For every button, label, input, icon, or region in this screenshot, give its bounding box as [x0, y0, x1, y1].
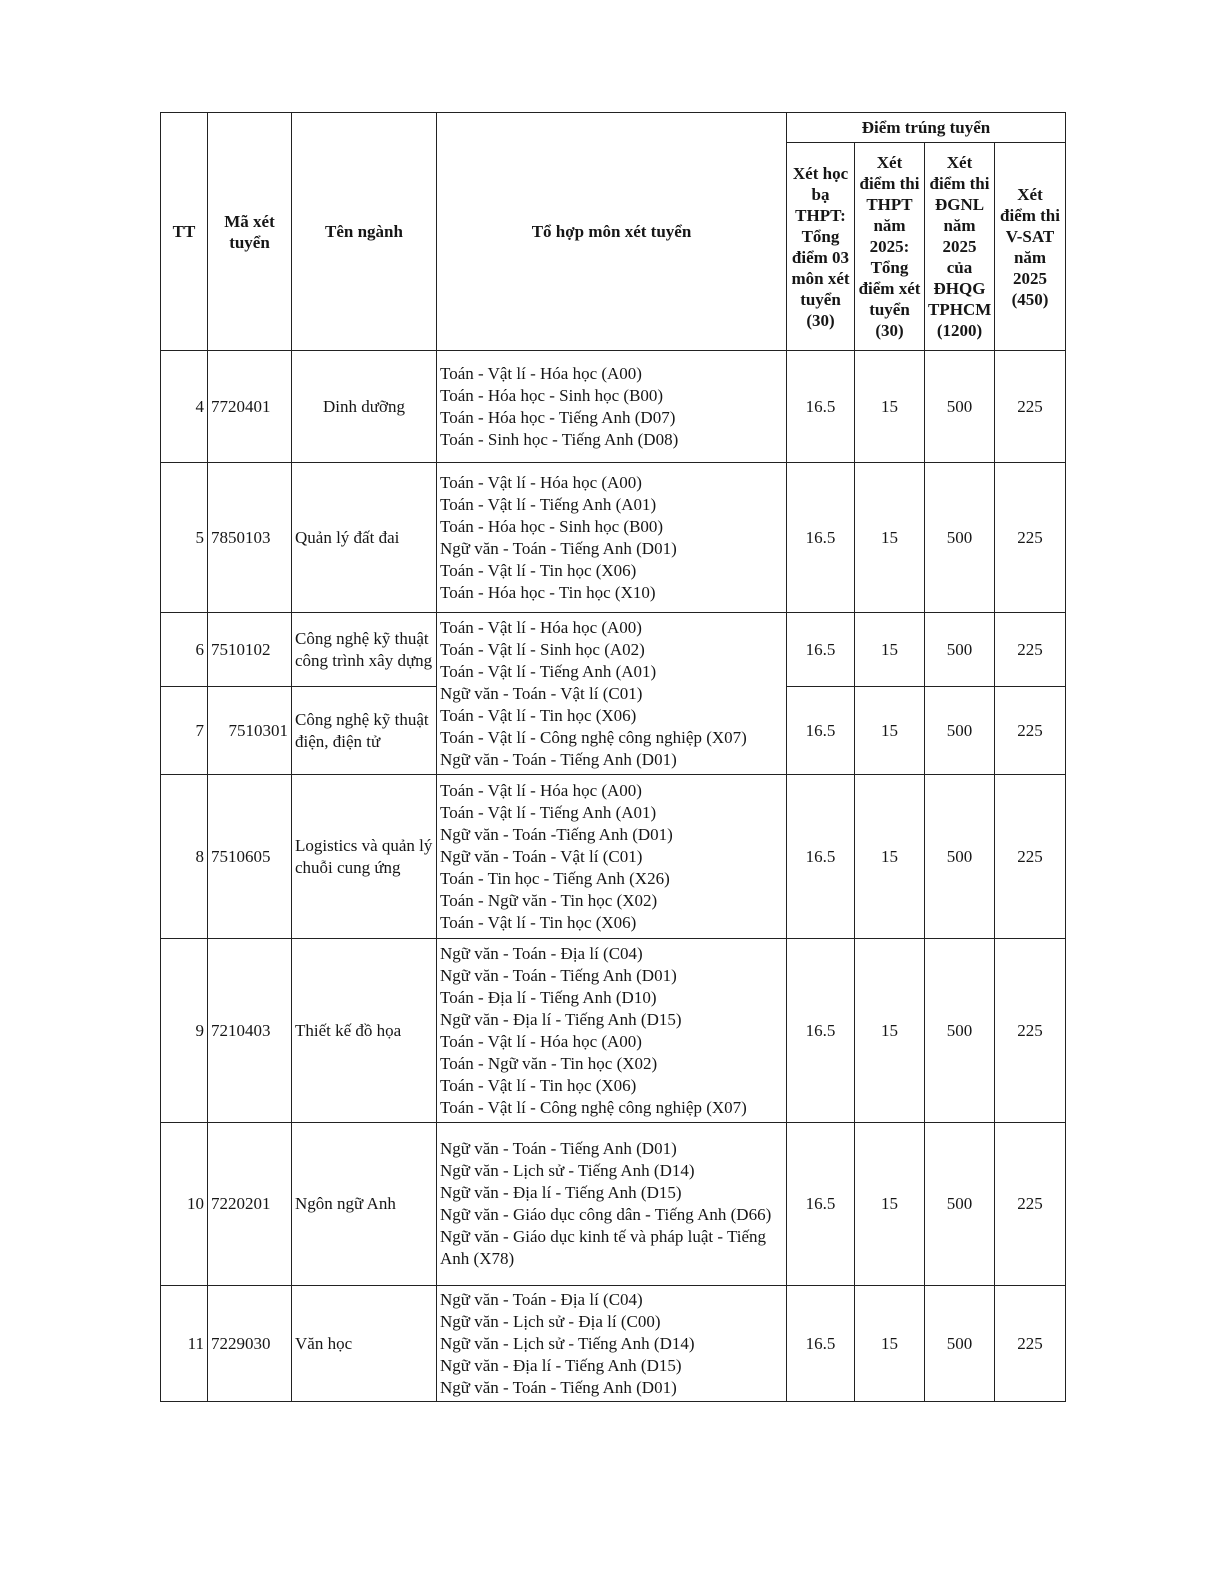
score-vsat: 225	[995, 351, 1066, 463]
score-vsat: 225	[995, 687, 1066, 775]
score-thpt: 15	[855, 613, 925, 687]
score-vsat: 225	[995, 1286, 1066, 1402]
combo-item: Toán - Hóa học - Tiếng Anh (D07)	[440, 407, 676, 427]
row-code: 7510605	[208, 775, 292, 939]
combo-item: Toán - Vật lí - Sinh học (A02)	[440, 639, 645, 659]
row-name: Quản lý đất đai	[292, 463, 437, 613]
header-name: Tên ngành	[292, 113, 437, 351]
admission-table	[160, 112, 1066, 1402]
table-row	[161, 1123, 1066, 1286]
score-vsat: 225	[995, 613, 1066, 687]
score-hocba: 16.5	[787, 775, 855, 939]
header-score-vsat: Xét điểm thi V-SAT năm 2025 (450)	[995, 143, 1066, 351]
row-combos	[437, 1286, 787, 1402]
row-combos	[437, 775, 787, 939]
row-code: 7720401	[208, 351, 292, 463]
score-hocba: 16.5	[787, 613, 855, 687]
score-thpt: 15	[855, 775, 925, 939]
score-vsat: 225	[995, 939, 1066, 1123]
row-combos-shared	[437, 613, 787, 775]
row-combos	[437, 351, 787, 463]
row-tt: 11	[161, 1286, 208, 1402]
combo-item: Toán - Vật lí - Hóa học (A00)	[440, 617, 642, 637]
header-combos: Tổ hợp môn xét tuyển	[437, 113, 787, 351]
score-thpt: 15	[855, 1123, 925, 1286]
score-vsat: 225	[995, 775, 1066, 939]
score-dgnl: 500	[925, 687, 995, 775]
combo-item: Toán - Vật lí - Tiếng Anh (A01)	[440, 661, 657, 681]
row-combos	[437, 463, 787, 613]
row-combos	[437, 1123, 787, 1286]
combo-item: Ngữ văn - Địa lí - Tiếng Anh (D15)	[440, 1009, 682, 1029]
combo-item: Ngữ văn - Toán - Địa lí (C04)	[440, 943, 643, 963]
combo-item: Toán - Vật lí - Tin học (X06)	[440, 912, 637, 932]
row-tt: 9	[161, 939, 208, 1123]
combo-item: Toán - Vật lí - Hóa học (A00)	[440, 1031, 642, 1051]
combo-item: Toán - Vật lí - Hóa học (A00)	[440, 472, 642, 492]
combo-item: Toán - Vật lí - Tin học (X06)	[440, 560, 637, 580]
combo-item: Toán - Sinh học - Tiếng Anh (D08)	[440, 429, 679, 449]
combo-item: Ngữ văn - Toán -Tiếng Anh (D01)	[440, 824, 673, 844]
combo-item: Toán - Tin học - Tiếng Anh (X26)	[440, 868, 670, 888]
row-tt: 5	[161, 463, 208, 613]
score-hocba: 16.5	[787, 463, 855, 613]
header-score-hocba: Xét học bạ THPT: Tổng điểm 03 môn xét tuyển (30)	[787, 143, 855, 351]
table-row	[161, 613, 1066, 687]
combo-item: Ngữ văn - Toán - Tiếng Anh (D01)	[440, 1139, 677, 1158]
table-row	[161, 775, 1066, 939]
combo-item: Toán - Vật lí - Tin học (X06)	[440, 1075, 637, 1095]
row-name: Thiết kế đồ họa	[292, 939, 437, 1123]
combo-item: Toán - Vật lí - Công nghệ công nghiệp (X07)	[440, 727, 747, 747]
row-code: 7210403	[208, 939, 292, 1123]
score-dgnl: 500	[925, 1286, 995, 1402]
row-tt: 6	[161, 613, 208, 687]
score-thpt: 15	[855, 939, 925, 1123]
row-tt: 8	[161, 775, 208, 939]
combo-item: Toán - Ngữ văn - Tin học (X02)	[440, 890, 658, 910]
combo-item: Ngữ văn - Giáo dục công dân - Tiếng Anh (D66)	[440, 1205, 772, 1224]
score-dgnl: 500	[925, 463, 995, 613]
combo-item: Ngữ văn - Lịch sử - Địa lí (C00)	[440, 1311, 661, 1331]
score-hocba: 16.5	[787, 1286, 855, 1402]
row-name: Văn học	[292, 1286, 437, 1402]
header-score-thpt: Xét điểm thi THPT năm 2025: Tổng điểm xét tuyển (30)	[855, 143, 925, 351]
combo-item: Toán - Hóa học - Sinh học (B00)	[440, 385, 664, 405]
row-tt: 4	[161, 351, 208, 463]
table-row	[161, 939, 1066, 1123]
combo-item: Toán - Vật lí - Hóa học (A00)	[440, 780, 642, 800]
combo-item: Ngữ văn - Toán - Vật lí (C01)	[440, 846, 643, 866]
combo-item: Ngữ văn - Toán - Tiếng Anh (D01)	[440, 965, 677, 985]
score-hocba: 16.5	[787, 687, 855, 775]
combo-item: Ngữ văn - Toán - Tiếng Anh (D01)	[440, 538, 677, 558]
header-score-group: Điểm trúng tuyển	[787, 113, 1066, 143]
combo-item: Ngữ văn - Địa lí - Tiếng Anh (D15)	[440, 1183, 682, 1202]
combo-item: Toán - Vật lí - Tin học (X06)	[440, 705, 637, 725]
row-name: Dinh dưỡng	[292, 351, 437, 463]
score-dgnl: 500	[925, 775, 995, 939]
header-code: Mã xét tuyển	[208, 113, 292, 351]
combo-item: Ngữ văn - Toán - Vật lí (C01)	[440, 683, 643, 703]
table-row	[161, 351, 1066, 463]
header-tt: TT	[161, 113, 208, 351]
row-name: Ngôn ngữ Anh	[292, 1123, 437, 1286]
score-dgnl: 500	[925, 939, 995, 1123]
combo-item: Toán - Hóa học - Tin học (X10)	[440, 582, 656, 602]
row-code: 7229030	[208, 1286, 292, 1402]
score-dgnl: 500	[925, 1123, 995, 1286]
row-tt: 7	[161, 687, 208, 775]
score-vsat: 225	[995, 463, 1066, 613]
combo-item: Toán - Vật lí - Tiếng Anh (A01)	[440, 802, 657, 822]
combo-item: Ngữ văn - Toán - Địa lí (C04)	[440, 1289, 643, 1309]
row-code: 7510102	[208, 613, 292, 687]
combo-item: Ngữ văn - Lịch sử - Tiếng Anh (D14)	[440, 1333, 695, 1353]
row-code: 7510301	[208, 687, 292, 775]
row-combos	[437, 939, 787, 1123]
table-row	[161, 463, 1066, 613]
score-thpt: 15	[855, 463, 925, 613]
combo-item: Ngữ văn - Địa lí - Tiếng Anh (D15)	[440, 1355, 682, 1375]
combo-item: Toán - Ngữ văn - Tin học (X02)	[440, 1053, 658, 1073]
score-hocba: 16.5	[787, 351, 855, 463]
table-row	[161, 1286, 1066, 1402]
score-thpt: 15	[855, 687, 925, 775]
row-name: Công nghệ kỹ thuật công trình xây dựng	[292, 613, 437, 687]
combo-item: Toán - Vật lí - Hóa học (A00)	[440, 363, 642, 383]
combo-item: Ngữ văn - Toán - Tiếng Anh (D01)	[440, 1377, 677, 1397]
combo-item: Ngữ văn - Toán - Tiếng Anh (D01)	[440, 749, 677, 769]
combo-item: Ngữ văn - Lịch sử - Tiếng Anh (D14)	[440, 1161, 695, 1180]
score-thpt: 15	[855, 1286, 925, 1402]
score-dgnl: 500	[925, 613, 995, 687]
row-code: 7220201	[208, 1123, 292, 1286]
combo-item: Toán - Hóa học - Sinh học (B00)	[440, 516, 664, 536]
combo-item: Toán - Vật lí - Công nghệ công nghiệp (X07)	[440, 1097, 747, 1117]
score-hocba: 16.5	[787, 939, 855, 1123]
score-vsat: 225	[995, 1123, 1066, 1286]
score-hocba: 16.5	[787, 1123, 855, 1286]
combo-item: Toán - Địa lí - Tiếng Anh (D10)	[440, 987, 657, 1007]
row-name: Logistics và quản lý chuỗi cung ứng	[292, 775, 437, 939]
row-name: Công nghệ kỹ thuật điện, điện tử	[292, 687, 437, 775]
score-thpt: 15	[855, 351, 925, 463]
combo-item: Ngữ văn - Giáo dục kinh tế và pháp luật - Tiếng Anh (X78)	[440, 1227, 767, 1268]
score-dgnl: 500	[925, 351, 995, 463]
combo-item: Toán - Vật lí - Tiếng Anh (A01)	[440, 494, 657, 514]
header-score-dgnl: Xét điểm thi ĐGNL năm 2025 của ĐHQG TPHCM (1200)	[925, 143, 995, 351]
row-code: 7850103	[208, 463, 292, 613]
row-tt: 10	[161, 1123, 208, 1286]
